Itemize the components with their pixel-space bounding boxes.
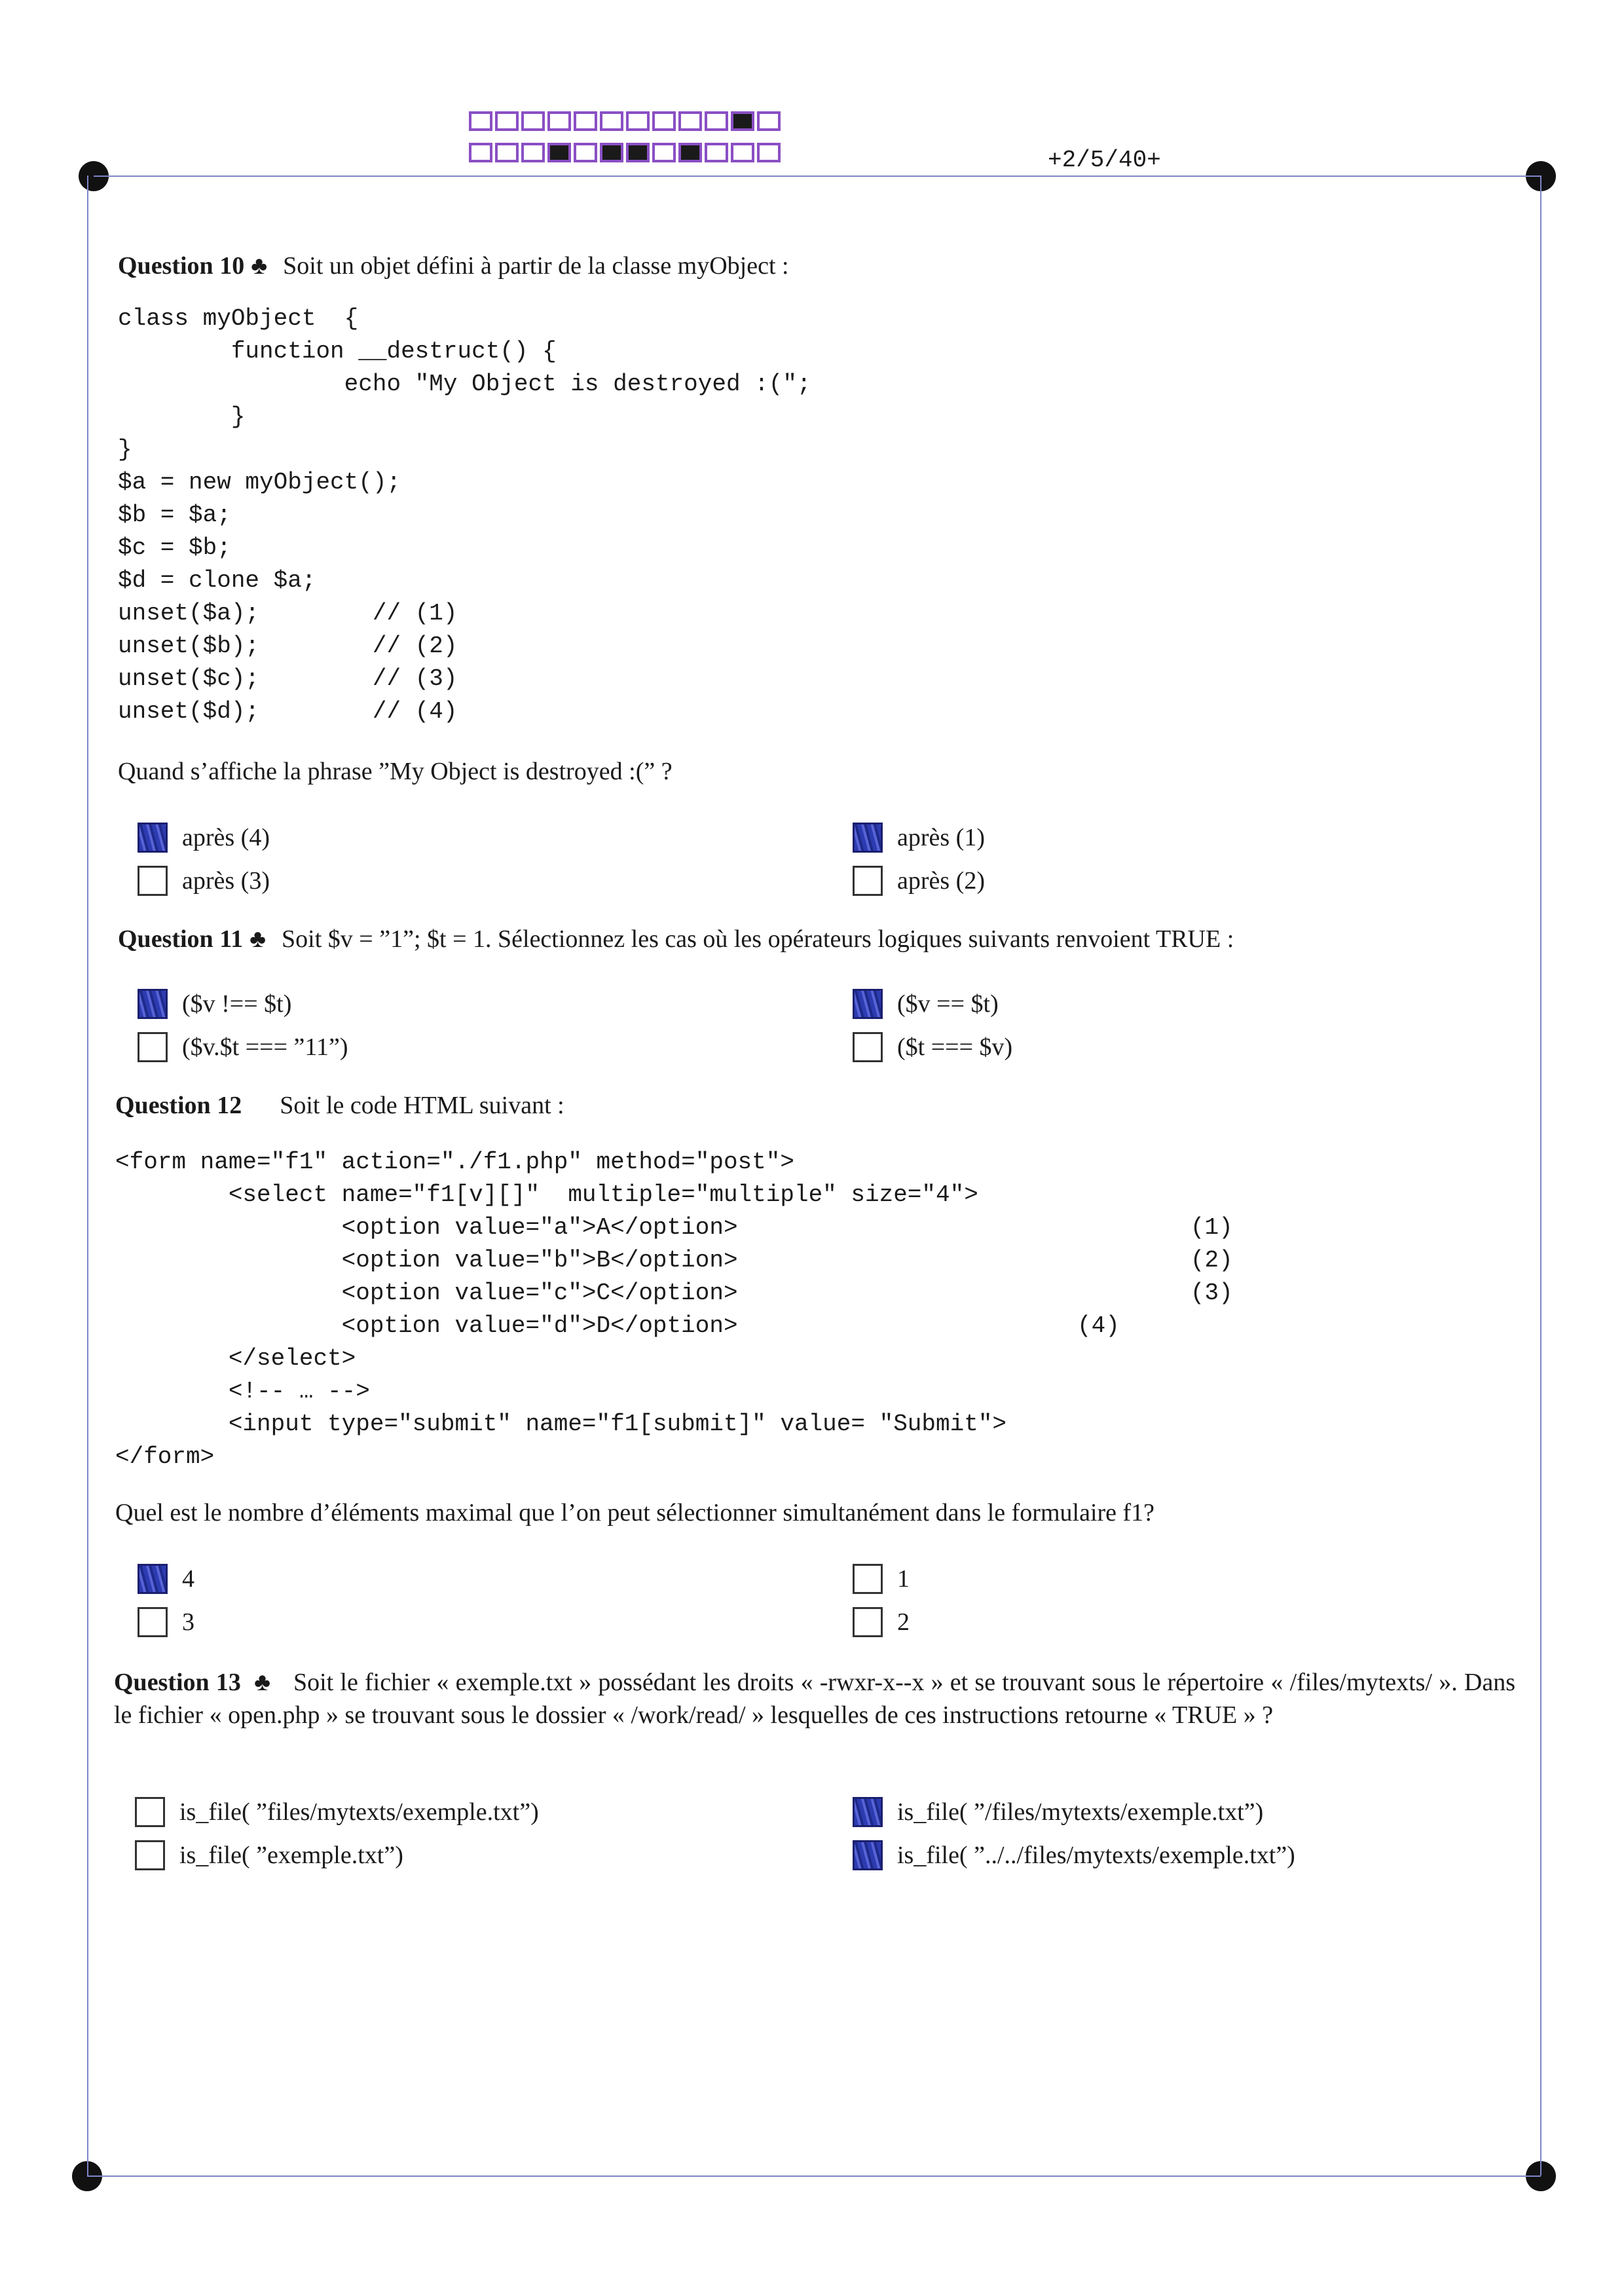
code-row-2-box-3 <box>521 143 545 162</box>
frame-top-line <box>94 176 1541 177</box>
question-12-code: <form name="f1" action="./f1.php" method="post"> <select name="f1[v][]" multiple="multiple" size="4"> <option value="a">A</option> (1) <option value="b">B</option> (2) <option value="c">C</option> (3) <option value="d">D</option> (4) </select> <!-- … --> <input type="submit" name="f1[submit]" value= "Submit"> </form> <box>115 1149 1233 1470</box>
q13-choice-1[interactable] <box>135 1797 539 1827</box>
q11-choice-4[interactable] <box>853 1032 1012 1062</box>
code-row-1-box-1 <box>469 111 492 131</box>
q10-choice-label-4: après (2) <box>897 867 985 895</box>
code-row-1-box-5 <box>574 111 597 131</box>
q10-choice-2[interactable] <box>853 823 985 853</box>
question-12-heading <box>115 1091 564 1120</box>
frame-bottom-line <box>87 2176 1541 2177</box>
q12-choice-label-4: 2 <box>897 1608 910 1636</box>
question-10-text: Soit un objet défini à partir de la classe myObject : <box>283 252 789 280</box>
q12-checkbox-1[interactable] <box>138 1564 168 1594</box>
q10-checkbox-4[interactable] <box>853 866 883 896</box>
q12-choice-1[interactable] <box>138 1564 194 1594</box>
q11-choice-label-4: ($t === $v) <box>897 1033 1013 1061</box>
q10-choice-1[interactable] <box>138 823 270 853</box>
q12-choice-label-3: 3 <box>182 1608 194 1636</box>
question-13-text: Soit le fichier « exemple.txt » possédant les droits « -rwxr-x--x » et se trouvant sous le répertoire « /files/mytexts/ ». Dans le fichier « open.php » se trouvant sous le dossier « /work/read/ » lesquelles de ces instructions retourne « TRUE » ? <box>114 1669 1516 1729</box>
q10-checkbox-1[interactable] <box>138 823 168 853</box>
code-row-1-box-7 <box>626 111 650 131</box>
q10-choice-label-1: après (4) <box>182 824 270 851</box>
code-row-1-box-6 <box>600 111 623 131</box>
question-11-text: Soit $v = ”1”; $t = 1. Sélectionnez les cas où les opérateurs logiques suivants renvoient TRUE : <box>282 925 1234 953</box>
question-13-text-block <box>114 1666 1515 1731</box>
q12-choice-2[interactable] <box>853 1564 910 1594</box>
binary-code-row-1 <box>469 111 783 131</box>
q10-checkbox-2[interactable] <box>853 823 883 853</box>
frame-right-line <box>1540 176 1541 2176</box>
q11-choice-label-1: ($v !== $t) <box>182 990 292 1018</box>
question-12-label: Question 12 <box>115 1092 242 1119</box>
code-row-2-box-12 <box>757 143 781 162</box>
q11-checkbox-2[interactable] <box>853 989 883 1019</box>
code-row-1-box-4 <box>547 111 571 131</box>
q13-choice-2[interactable] <box>853 1797 1263 1827</box>
code-row-1-box-11 <box>731 111 754 131</box>
code-row-2-box-4 <box>547 143 571 162</box>
q11-choice-2[interactable] <box>853 989 999 1019</box>
q12-choice-label-1: 4 <box>182 1565 194 1593</box>
q12-checkbox-2[interactable] <box>853 1564 883 1594</box>
q12-checkbox-3[interactable] <box>138 1607 168 1637</box>
question-10-heading <box>118 251 789 280</box>
binary-code-row-2 <box>469 143 783 162</box>
q13-choice-label-2: is_file( ”/files/mytexts/exemple.txt”) <box>897 1798 1264 1826</box>
club-icon: ♣ <box>251 252 268 280</box>
question-10-code: class myObject { function __destruct() { echo "My Object is destroyed :("; } } $a = new myObject(); $b = $a; $c = $b; $d = clone $a; unset($a); // (1) unset($b); // (2) unset($c); // (3) unset($d); // (4) <box>118 305 811 725</box>
code-row-2-box-8 <box>652 143 676 162</box>
q13-checkbox-3[interactable] <box>135 1840 165 1870</box>
q10-choice-label-3: après (3) <box>182 867 270 895</box>
question-10-prompt: Quand s’affiche la phrase ”My Object is destroyed :(” ? <box>118 758 673 785</box>
question-13-label: Question 13 <box>114 1669 241 1696</box>
q10-choice-4[interactable] <box>853 866 985 896</box>
code-row-2-box-5 <box>574 143 597 162</box>
q11-choice-1[interactable] <box>138 989 291 1019</box>
q13-checkbox-4[interactable] <box>853 1840 883 1870</box>
q13-choice-4[interactable] <box>853 1840 1295 1870</box>
question-12-text: Soit le code HTML suivant : <box>280 1092 564 1119</box>
club-icon: ♣ <box>254 1669 271 1696</box>
q11-checkbox-1[interactable] <box>138 989 168 1019</box>
q12-choice-label-2: 1 <box>897 1565 910 1593</box>
q11-choice-label-2: ($v == $t) <box>897 990 999 1018</box>
code-row-2-box-11 <box>731 143 754 162</box>
code-row-1-box-8 <box>652 111 676 131</box>
question-10-label: Question 10 <box>118 252 245 280</box>
page-id: +2/5/40+ <box>1048 147 1161 174</box>
q13-choice-label-3: is_file( ”exemple.txt”) <box>179 1842 403 1869</box>
code-row-2-box-9 <box>678 143 702 162</box>
q12-choice-3[interactable] <box>138 1607 194 1637</box>
code-row-1-box-3 <box>521 111 545 131</box>
q13-choice-label-1: is_file( ”files/mytexts/exemple.txt”) <box>179 1798 539 1826</box>
code-row-1-box-9 <box>678 111 702 131</box>
q11-checkbox-4[interactable] <box>853 1032 883 1062</box>
question-12-prompt: Quel est le nombre d’éléments maximal que l’on peut sélectionner simultanément dans le formulaire f1? <box>115 1499 1155 1527</box>
code-row-1-box-10 <box>705 111 728 131</box>
q11-checkbox-3[interactable] <box>138 1032 168 1062</box>
code-row-1-box-2 <box>495 111 519 131</box>
q11-choice-label-3: ($v.$t === ”11”) <box>182 1033 348 1061</box>
frame-left-line <box>87 176 88 2176</box>
q13-choice-3[interactable] <box>135 1840 403 1870</box>
q11-choice-3[interactable] <box>138 1032 348 1062</box>
code-row-2-box-2 <box>495 143 519 162</box>
q13-checkbox-2[interactable] <box>853 1797 883 1827</box>
q12-checkbox-4[interactable] <box>853 1607 883 1637</box>
code-row-2-box-6 <box>600 143 623 162</box>
code-row-1-box-12 <box>757 111 781 131</box>
code-row-2-box-10 <box>705 143 728 162</box>
question-11-heading <box>118 925 1234 954</box>
q13-checkbox-1[interactable] <box>135 1797 165 1827</box>
code-row-2-box-7 <box>626 143 650 162</box>
club-icon: ♣ <box>249 925 267 953</box>
q13-choice-label-4: is_file( ”../../files/mytexts/exemple.txt”) <box>897 1842 1295 1869</box>
q10-choice-3[interactable] <box>138 866 270 896</box>
q10-choice-label-2: après (1) <box>897 824 985 851</box>
q10-checkbox-3[interactable] <box>138 866 168 896</box>
code-row-2-box-1 <box>469 143 492 162</box>
question-11-label: Question 11 <box>118 925 244 953</box>
q12-choice-4[interactable] <box>853 1607 910 1637</box>
